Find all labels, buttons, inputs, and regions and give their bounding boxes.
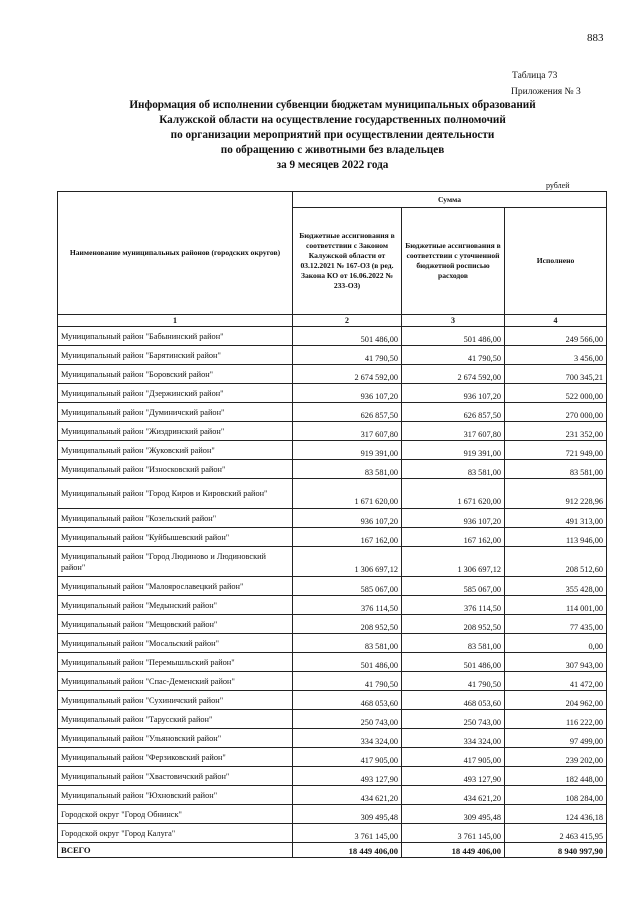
total-law-allocation: 18 449 406,00 (293, 843, 402, 858)
document-title (60, 98, 605, 173)
table-number: Таблица 73 (512, 71, 558, 81)
table-row (58, 615, 607, 634)
title-line: по обращению с животными без владельцев (220, 144, 445, 156)
executed-value: 355 428,00 (505, 577, 607, 596)
refined-allocation-value: 2 674 592,00 (402, 365, 505, 384)
executed-value: 208 512,60 (505, 547, 607, 577)
district-name: Муниципальный район "Думиничский район" (58, 403, 293, 422)
law-allocation-value: 2 674 592,00 (293, 365, 402, 384)
table-row (58, 672, 607, 691)
executed-value: 0,00 (505, 634, 607, 653)
refined-allocation-value: 83 581,00 (402, 634, 505, 653)
executed-value: 491 313,00 (505, 509, 607, 528)
district-name: Муниципальный район "Мещовский район" (58, 615, 293, 634)
law-allocation-value: 1 671 620,00 (293, 479, 402, 509)
column-header-sum: Сумма (293, 192, 607, 208)
total-executed: 8 940 997,90 (505, 843, 607, 858)
table-row (58, 748, 607, 767)
executed-value: 83 581,00 (505, 460, 607, 479)
district-name: Муниципальный район "Барятинский район" (58, 346, 293, 365)
executed-value: 522 000,00 (505, 384, 607, 403)
district-name: Муниципальный район "Ульяновский район" (58, 729, 293, 748)
executed-value: 97 499,00 (505, 729, 607, 748)
table-row (58, 634, 607, 653)
law-allocation-value: 317 607,80 (293, 422, 402, 441)
table-row (58, 346, 607, 365)
column-header-executed: Исполнено (505, 208, 607, 315)
refined-allocation-value: 493 127,90 (402, 767, 505, 786)
refined-allocation-value: 626 857,50 (402, 403, 505, 422)
total-refined-allocation: 18 449 406,00 (402, 843, 505, 858)
district-name: Муниципальный район "Жиздринский район" (58, 422, 293, 441)
column-number: 2 (293, 315, 402, 327)
table-row (58, 596, 607, 615)
refined-allocation-value: 501 486,00 (402, 653, 505, 672)
table-row (58, 786, 607, 805)
district-name: Муниципальный район "Износковский район" (58, 460, 293, 479)
law-allocation-value: 376 114,50 (293, 596, 402, 615)
district-name: Муниципальный район "Медынский район" (58, 596, 293, 615)
refined-allocation-value: 41 790,50 (402, 672, 505, 691)
district-name: Муниципальный район "Сухиничский район" (58, 691, 293, 710)
column-number: 3 (402, 315, 505, 327)
district-name: Муниципальный район "Жуковский район" (58, 441, 293, 460)
executed-value: 912 228,96 (505, 479, 607, 509)
refined-allocation-value: 936 107,20 (402, 509, 505, 528)
refined-allocation-value: 83 581,00 (402, 460, 505, 479)
table-body (58, 327, 607, 858)
table-row (58, 710, 607, 729)
appendix-number: Приложения № 3 (511, 87, 581, 97)
refined-allocation-value: 3 761 145,00 (402, 824, 505, 843)
executed-value: 2 463 415,95 (505, 824, 607, 843)
law-allocation-value: 83 581,00 (293, 634, 402, 653)
page-number: 883 (587, 32, 604, 44)
district-name: Муниципальный район "Тарусский район" (58, 710, 293, 729)
refined-allocation-value: 1 671 620,00 (402, 479, 505, 509)
law-allocation-value: 3 761 145,00 (293, 824, 402, 843)
executed-value: 239 202,00 (505, 748, 607, 767)
title-line: Калужской области на осуществление государственных полномочий (159, 114, 506, 126)
refined-allocation-value: 41 790,50 (402, 346, 505, 365)
refined-allocation-value: 1 306 697,12 (402, 547, 505, 577)
district-name: Муниципальный район "Боровский район" (58, 365, 293, 384)
table-row (58, 824, 607, 843)
law-allocation-value: 936 107,20 (293, 384, 402, 403)
table-row (58, 479, 607, 509)
refined-allocation-value: 468 053,60 (402, 691, 505, 710)
table-row (58, 384, 607, 403)
table-row (58, 767, 607, 786)
total-row (58, 843, 607, 858)
law-allocation-value: 417 905,00 (293, 748, 402, 767)
district-name: Муниципальный район "Город Людиново и Людиновский район" (58, 547, 293, 577)
district-name: Муниципальный район "Малоярославецкий район" (58, 577, 293, 596)
district-name: Муниципальный район "Куйбышевский район" (58, 528, 293, 547)
refined-allocation-value: 501 486,00 (402, 327, 505, 346)
executed-value: 41 472,00 (505, 672, 607, 691)
title-line: по организации мероприятий при осуществлении деятельности (170, 129, 495, 141)
table-row (58, 653, 607, 672)
district-name: Городской округ "Город Обнинск" (58, 805, 293, 824)
district-name: Городской округ "Город Калуга" (58, 824, 293, 843)
table-row (58, 403, 607, 422)
column-number: 4 (505, 315, 607, 327)
executed-value: 108 284,00 (505, 786, 607, 805)
law-allocation-value: 167 162,00 (293, 528, 402, 547)
law-allocation-value: 501 486,00 (293, 327, 402, 346)
executed-value: 116 222,00 (505, 710, 607, 729)
law-allocation-value: 468 053,60 (293, 691, 402, 710)
refined-allocation-value: 334 324,00 (402, 729, 505, 748)
district-name: Муниципальный район "Козельский район" (58, 509, 293, 528)
executed-value: 307 943,00 (505, 653, 607, 672)
law-allocation-value: 83 581,00 (293, 460, 402, 479)
law-allocation-value: 208 952,50 (293, 615, 402, 634)
district-name: Муниципальный район "Дзержинский район" (58, 384, 293, 403)
executed-value: 124 436,18 (505, 805, 607, 824)
table-row (58, 365, 607, 384)
table-row (58, 691, 607, 710)
refined-allocation-value: 208 952,50 (402, 615, 505, 634)
executed-value: 182 448,00 (505, 767, 607, 786)
table-row (58, 509, 607, 528)
law-allocation-value: 334 324,00 (293, 729, 402, 748)
refined-allocation-value: 309 495,48 (402, 805, 505, 824)
table-row (58, 577, 607, 596)
executed-value: 77 435,00 (505, 615, 607, 634)
column-number: 1 (58, 315, 293, 327)
refined-allocation-value: 919 391,00 (402, 441, 505, 460)
refined-allocation-value: 376 114,50 (402, 596, 505, 615)
law-allocation-value: 585 067,00 (293, 577, 402, 596)
refined-allocation-value: 417 905,00 (402, 748, 505, 767)
district-name: Муниципальный район "Город Киров и Кировский район" (58, 479, 293, 509)
refined-allocation-value: 585 067,00 (402, 577, 505, 596)
law-allocation-value: 41 790,50 (293, 672, 402, 691)
refined-allocation-value: 250 743,00 (402, 710, 505, 729)
law-allocation-value: 309 495,48 (293, 805, 402, 824)
table-row (58, 422, 607, 441)
table-reference (511, 68, 581, 100)
law-allocation-value: 1 306 697,12 (293, 547, 402, 577)
law-allocation-value: 493 127,90 (293, 767, 402, 786)
district-name: Муниципальный район "Юхновский район" (58, 786, 293, 805)
refined-allocation-value: 936 107,20 (402, 384, 505, 403)
district-name: Муниципальный район "Ферзиковский район" (58, 748, 293, 767)
executed-value: 700 345,21 (505, 365, 607, 384)
executed-value: 270 000,00 (505, 403, 607, 422)
table-row (58, 729, 607, 748)
table-row (58, 460, 607, 479)
law-allocation-value: 250 743,00 (293, 710, 402, 729)
law-allocation-value: 501 486,00 (293, 653, 402, 672)
title-line: Информация об исполнении субвенции бюджетам муниципальных образований (129, 99, 536, 111)
district-name: Муниципальный район "Перемышльский район" (58, 653, 293, 672)
units-label: рублей (546, 181, 570, 190)
column-header-law-allocations: Бюджетные ассигнования в соответствии с Законом Калужской области от 03.12.2021 № 167-ОЗ (в ред. Закона КО от 16.06.2022 № 233-ОЗ) (293, 208, 402, 315)
executed-value: 114 001,00 (505, 596, 607, 615)
law-allocation-value: 919 391,00 (293, 441, 402, 460)
law-allocation-value: 41 790,50 (293, 346, 402, 365)
refined-allocation-value: 434 621,20 (402, 786, 505, 805)
district-name: Муниципальный район "Спас-Деменский район" (58, 672, 293, 691)
executed-value: 3 456,00 (505, 346, 607, 365)
column-header-refined-allocations: Бюджетные ассигнования в соответствии с уточненной бюджетной росписью расходов (402, 208, 505, 315)
district-name: Муниципальный район "Хвастовичский район" (58, 767, 293, 786)
district-name: Муниципальный район "Бабынинский район" (58, 327, 293, 346)
law-allocation-value: 626 857,50 (293, 403, 402, 422)
subvention-table (57, 191, 607, 858)
executed-value: 249 566,00 (505, 327, 607, 346)
law-allocation-value: 434 621,20 (293, 786, 402, 805)
table-row (58, 441, 607, 460)
column-header-name: Наименование муниципальных районов (городских округов) (58, 192, 293, 315)
executed-value: 231 352,00 (505, 422, 607, 441)
executed-value: 113 946,00 (505, 528, 607, 547)
table-row (58, 327, 607, 346)
law-allocation-value: 936 107,20 (293, 509, 402, 528)
title-line: за 9 месяцев 2022 года (276, 159, 389, 171)
total-label: ВСЕГО (58, 843, 293, 858)
table-row (58, 547, 607, 577)
executed-value: 721 949,00 (505, 441, 607, 460)
refined-allocation-value: 317 607,80 (402, 422, 505, 441)
table-row (58, 805, 607, 824)
table-row (58, 528, 607, 547)
executed-value: 204 962,00 (505, 691, 607, 710)
district-name: Муниципальный район "Мосальский район" (58, 634, 293, 653)
refined-allocation-value: 167 162,00 (402, 528, 505, 547)
